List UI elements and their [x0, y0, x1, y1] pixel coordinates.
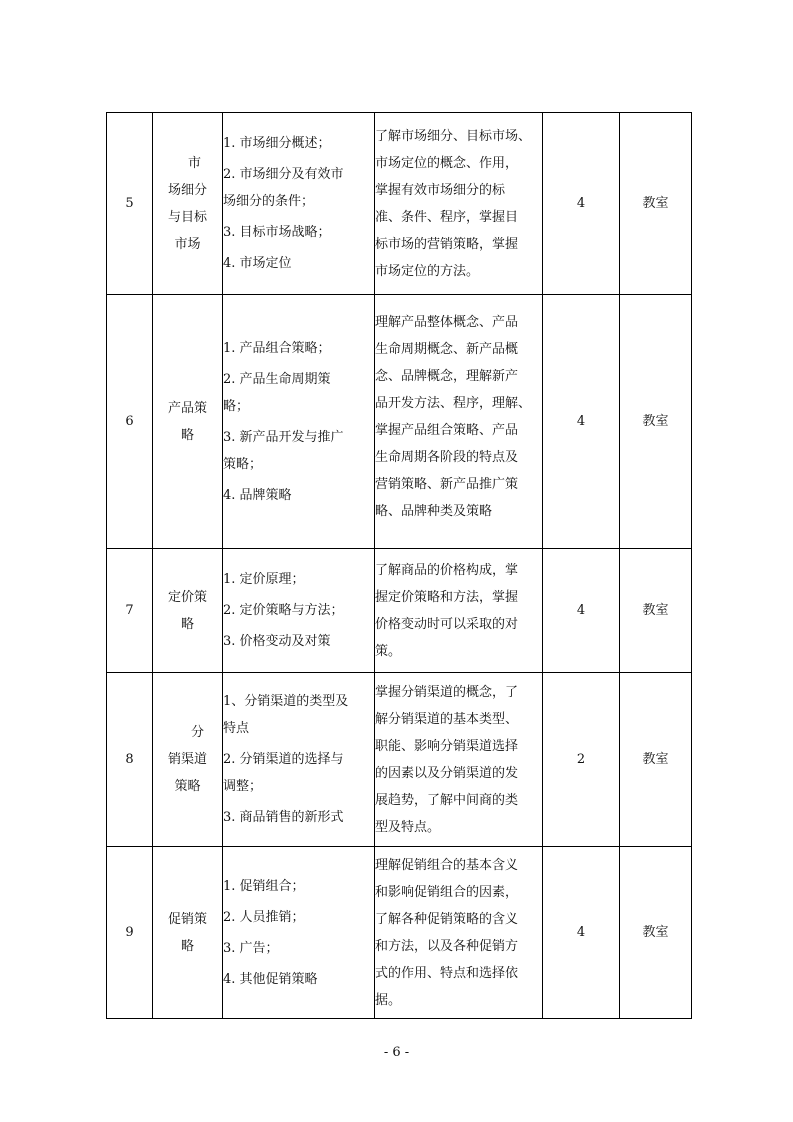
goal-line: 市场定位的方法。 — [375, 263, 480, 279]
classroom: 教室 — [620, 673, 692, 847]
page-number: - 6 - — [383, 1045, 410, 1060]
goal-line: 标市场的营销策略，掌握 — [375, 236, 519, 252]
goal-line: 据。 — [375, 992, 402, 1008]
table-row — [107, 549, 692, 673]
teaching-content — [223, 113, 375, 295]
goal-line: 理解产品整体概念、产品 — [375, 315, 519, 330]
class-hours: 4 — [543, 295, 620, 549]
content-line: 1. 定价原理； — [223, 572, 305, 587]
chapter-line: 略 — [180, 938, 194, 954]
goal-line: 营销策略、新产品推广策 — [375, 477, 519, 492]
goal-line: 握定价策略和方法，掌握 — [375, 589, 519, 605]
chapter-line: 市 — [187, 155, 201, 171]
goal-line: 略、品牌种类及策略 — [375, 504, 493, 519]
table-row — [107, 673, 692, 847]
teaching-content — [223, 295, 375, 549]
goal-line: 市场定位的概念、作用， — [375, 155, 519, 171]
row-number: 9 — [107, 847, 153, 1019]
chapter-title — [153, 113, 223, 295]
chapter-line: 分 — [190, 725, 204, 740]
chapter-title — [153, 673, 223, 847]
content-line: 调整； — [223, 779, 263, 794]
table-row — [107, 113, 692, 295]
content-line: 4. 其他促销策略 — [223, 971, 318, 987]
chapter-line: 销渠道 — [167, 752, 207, 767]
goal-line: 掌握产品组合策略、产品 — [375, 423, 519, 438]
content-line: 2. 定价策略与方法； — [223, 603, 344, 618]
chapter-line: 定价策 — [167, 589, 207, 605]
content-line: 2. 市场细分及有效市 — [223, 167, 344, 182]
row-number: 7 — [107, 549, 153, 673]
content-line: 3. 新产品开发与推广 — [223, 429, 344, 445]
goal-line: 式的作用、特点和选择依 — [375, 965, 519, 981]
content-line: 4. 市场定位 — [223, 256, 292, 271]
content-line: 1、分销渠道的类型及 — [223, 694, 349, 709]
classroom: 教室 — [620, 847, 692, 1019]
content-line: 1. 促销组合； — [223, 878, 305, 894]
content-line: 场细分的条件； — [223, 194, 315, 209]
teaching-content — [223, 673, 375, 847]
goal-line: 职能、影响分销渠道选择 — [375, 738, 519, 754]
goal-line: 品开发方法、程序，理解、 — [375, 396, 532, 411]
content-line: 1. 市场细分概述； — [223, 136, 331, 151]
teaching-goal — [375, 847, 543, 1019]
content-line: 2. 产品生命周期策 — [223, 371, 331, 387]
teaching-goal — [375, 113, 543, 295]
goal-line: 的因素以及分销渠道的发 — [375, 765, 519, 781]
goal-line: 了解各种促销策略的含义 — [375, 911, 519, 927]
chapter-title — [153, 549, 223, 673]
goal-line: 了解市场细分、目标市场、 — [375, 128, 532, 144]
chapter-line: 略 — [180, 427, 194, 443]
course-schedule-table — [106, 112, 692, 1019]
goal-line: 生命周期概念、新产品概 — [375, 342, 519, 357]
chapter-line: 策略 — [174, 779, 201, 794]
row-number: 5 — [107, 113, 153, 295]
goal-line: 准、条件、程序，掌握目 — [375, 209, 519, 225]
chapter-title — [153, 295, 223, 549]
content-line: 3. 广告； — [223, 940, 279, 956]
content-line: 2. 分销渠道的选择与 — [223, 752, 344, 767]
teaching-goal — [375, 295, 543, 549]
goal-line: 和影响促销组合的因素， — [375, 884, 519, 900]
goal-line: 价格变动时可以采取的对 — [375, 616, 519, 632]
classroom: 教室 — [620, 113, 692, 295]
classroom: 教室 — [620, 295, 692, 549]
classroom: 教室 — [620, 549, 692, 673]
table-row — [107, 847, 692, 1019]
chapter-line: 产品策 — [167, 400, 207, 416]
chapter-line: 市场 — [174, 236, 201, 252]
goal-line: 展趋势，了解中间商的类 — [375, 792, 519, 808]
goal-line: 掌握有效市场细分的标 — [375, 182, 506, 198]
goal-line: 生命周期各阶段的特点及 — [375, 450, 519, 465]
content-line: 2. 人员推销； — [223, 909, 305, 925]
content-line: 特点 — [223, 721, 250, 736]
chapter-line: 略 — [180, 616, 194, 632]
teaching-goal — [375, 673, 543, 847]
goal-line: 念、品牌概念，理解新产 — [375, 369, 519, 384]
chapter-line: 场细分 — [167, 182, 207, 198]
content-line: 略； — [223, 398, 250, 414]
chapter-title — [153, 847, 223, 1019]
goal-line: 理解促销组合的基本含义 — [375, 857, 519, 873]
goal-line: 解分销渠道的基本类型、 — [375, 711, 519, 727]
chapter-line: 与目标 — [167, 209, 207, 225]
class-hours: 4 — [543, 549, 620, 673]
goal-line: 型及特点。 — [375, 819, 441, 835]
chapter-line: 促销策 — [167, 911, 207, 927]
content-line: 策略； — [223, 456, 263, 472]
content-line: 3. 目标市场战略； — [223, 225, 331, 240]
row-number: 6 — [107, 295, 153, 549]
teaching-goal — [375, 549, 543, 673]
content-line: 3. 商品销售的新形式 — [223, 810, 344, 825]
goal-line: 和方法，以及各种促销方 — [375, 938, 519, 954]
table-row — [107, 295, 692, 549]
row-number: 8 — [107, 673, 153, 847]
content-line: 4. 品牌策略 — [223, 487, 292, 503]
teaching-content — [223, 549, 375, 673]
class-hours: 4 — [543, 113, 620, 295]
goal-line: 了解商品的价格构成，掌 — [375, 562, 519, 578]
class-hours: 2 — [543, 673, 620, 847]
goal-line: 策。 — [375, 643, 402, 659]
teaching-content — [223, 847, 375, 1019]
class-hours: 4 — [543, 847, 620, 1019]
content-line: 1. 产品组合策略； — [223, 340, 331, 356]
content-line: 3. 价格变动及对策 — [223, 634, 331, 649]
goal-line: 掌握分销渠道的概念，了 — [375, 684, 519, 700]
